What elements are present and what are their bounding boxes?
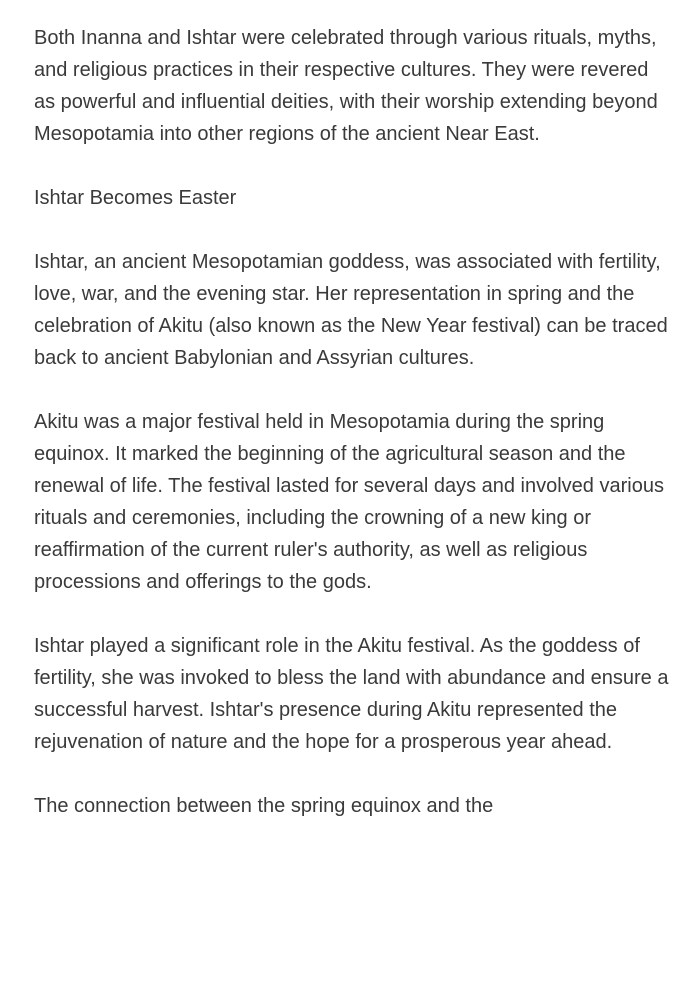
paragraph-ishtar-goddess: Ishtar, an ancient Mesopotamian goddess, was associated with fertility, love, war, and the evening star. Her representation in spring and the celebration of Akitu (also known as the New Year festival) can be traced back to ancient Babylonian and Assyrian cultures. (34, 251, 668, 369)
section-heading: Ishtar Becomes Easter (34, 187, 237, 209)
paragraph-inanna-ishtar: Both Inanna and Ishtar were celebrated through various rituals, myths, and religious practices in their respective cultures. They were revered as powerful and influential deities, with their worship extending beyond Mesopotamia into other regions of the ancient Near East. (34, 27, 658, 145)
article-body (34, 22, 674, 854)
paragraph-akitu-festival: Akitu was a major festival held in Mesopotamia during the spring equinox. It marked the beginning of the agricultural season and the renewal of life. The festival lasted for several days and involved various rituals and ceremonies, including the crowning of a new king or reaffirmation of the current ruler's authority, as well as religious processions and offerings to the gods. (34, 411, 664, 593)
paragraph-spring-equinox: The connection between the spring equinox and the (34, 795, 494, 817)
paragraph-ishtar-role: Ishtar played a significant role in the Akitu festival. As the goddess of fertility, she was invoked to bless the land with abundance and ensure a successful harvest. Ishtar's presence during Akitu represented the rejuvenation of nature and the hope for a prosperous year ahead. (34, 635, 669, 753)
